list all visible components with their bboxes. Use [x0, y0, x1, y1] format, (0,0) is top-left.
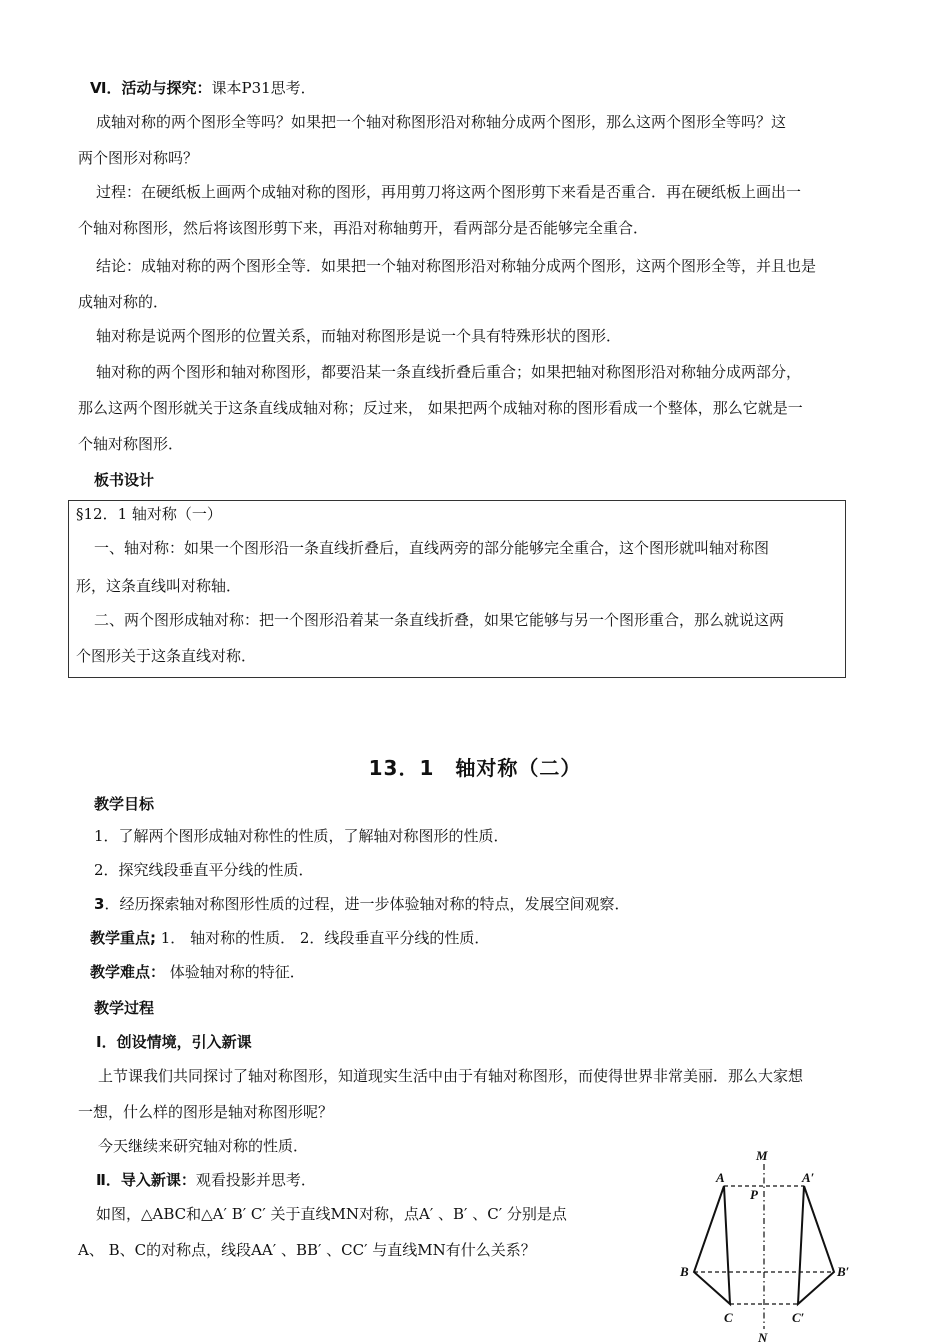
paragraph: 过程：在硬纸板上画两个成轴对称的图形，再用剪刀将这两个图形剪下来看是否重合．再在硬纸板上画出一 [96, 183, 802, 201]
paragraph: 今天继续来研究轴对称的性质． [98, 1137, 309, 1155]
section6-heading: Ⅵ．活动与探究：课本P31思考． [90, 79, 316, 97]
paragraph: 如图，△ABC和△A′ B′ C′ 关于直线MN对称，点A′ 、B′ 、C′ 分别是点 [96, 1205, 567, 1223]
paragraph: 成轴对称的． [78, 293, 169, 311]
paragraph: A、 B、C的对称点，线段AA′ 、BB′ 、CC′ 与直线MN有什么关系？ [78, 1241, 536, 1259]
step1-heading: Ⅰ．创设情境，引入新课 [96, 1033, 252, 1051]
label-p: P [750, 1187, 758, 1202]
label-n: N [758, 1330, 768, 1344]
paragraph: 个轴对称图形，然后将该图形剪下来，再沿对称轴剪开，看两部分是否能够完全重合． [78, 219, 649, 237]
goal-item: 2．探究线段垂直平分线的性质． [94, 861, 314, 879]
paragraph: 个轴对称图形． [78, 435, 184, 453]
label-c: C [724, 1310, 733, 1325]
paragraph: 轴对称是说两个图形的位置关系，而轴对称图形是说一个具有特殊形状的图形． [96, 327, 622, 345]
label-a: A [716, 1170, 725, 1185]
key-points: 教学重点; 1． 轴对称的性质． 2．线段垂直平分线的性质． [90, 929, 490, 947]
paragraph: 一想，什么样的图形是轴对称图形呢？ [78, 1103, 334, 1121]
paragraph: 轴对称的两个图形和轴对称图形，都要沿某一条直线折叠后重合；如果把轴对称图形沿对称轴分成两部分， [96, 363, 802, 381]
paragraph: 结论：成轴对称的两个图形全等．如果把一个轴对称图形沿对称轴分成两个图形，这两个图形全等，并且也是 [96, 257, 817, 275]
triangle-a2b2c2 [798, 1186, 834, 1304]
step2-heading: Ⅱ．导入新课：观看投影并思考． [96, 1171, 316, 1189]
label-b-prime: B′ [837, 1264, 850, 1279]
label-m: M [756, 1148, 768, 1163]
board-title: §12．1 轴对称（一） [76, 505, 222, 523]
paragraph: 上节课我们共同探讨了轴对称图形，知道现实生活中由于有轴对称图形，而使得世界非常美丽．那么大家想 [98, 1067, 804, 1085]
board-text: 二、两个图形成轴对称：把一个图形沿着某一条直线折叠，如果它能够与另一个图形重合，那么就说这两 [94, 611, 785, 629]
board-text: 形，这条直线叫对称轴． [76, 577, 242, 595]
goal-item: 1．了解两个图形成轴对称性的性质，了解轴对称图形的性质． [94, 827, 509, 845]
goal-item: 3．经历探索轴对称图形性质的过程，进一步体验轴对称的特点，发展空间观察． [94, 895, 630, 913]
process-heading: 教学过程 [94, 999, 155, 1017]
goals-heading: 教学目标 [94, 795, 155, 813]
board-text: 一、轴对称：如果一个图形沿一条直线折叠后，直线两旁的部分能够完全重合，这个图形就叫轴对称图 [94, 539, 770, 557]
paragraph: 那么这两个图形就关于这条直线成轴对称；反过来， 如果把两个成轴对称的图形看成一个整体，那么它就是一 [78, 399, 803, 417]
lesson-title: 13．1 轴对称（二） [368, 756, 582, 780]
symmetry-figure [670, 1144, 870, 1344]
difficult-points: 教学难点： 体验轴对称的特征． [90, 963, 305, 981]
label-a-prime: A′ [802, 1170, 815, 1185]
paragraph: 两个图形对称吗？ [78, 149, 199, 167]
label-c-prime: C′ [792, 1310, 805, 1325]
label-b: B [680, 1264, 689, 1279]
triangle-abc [694, 1186, 730, 1304]
board-heading: 板书设计 [94, 471, 155, 489]
board-text: 个图形关于这条直线对称． [76, 647, 257, 665]
paragraph: 成轴对称的两个图形全等吗？如果把一个轴对称图形沿对称轴分成两个图形，那么这两个图形全等吗？这 [96, 113, 787, 131]
